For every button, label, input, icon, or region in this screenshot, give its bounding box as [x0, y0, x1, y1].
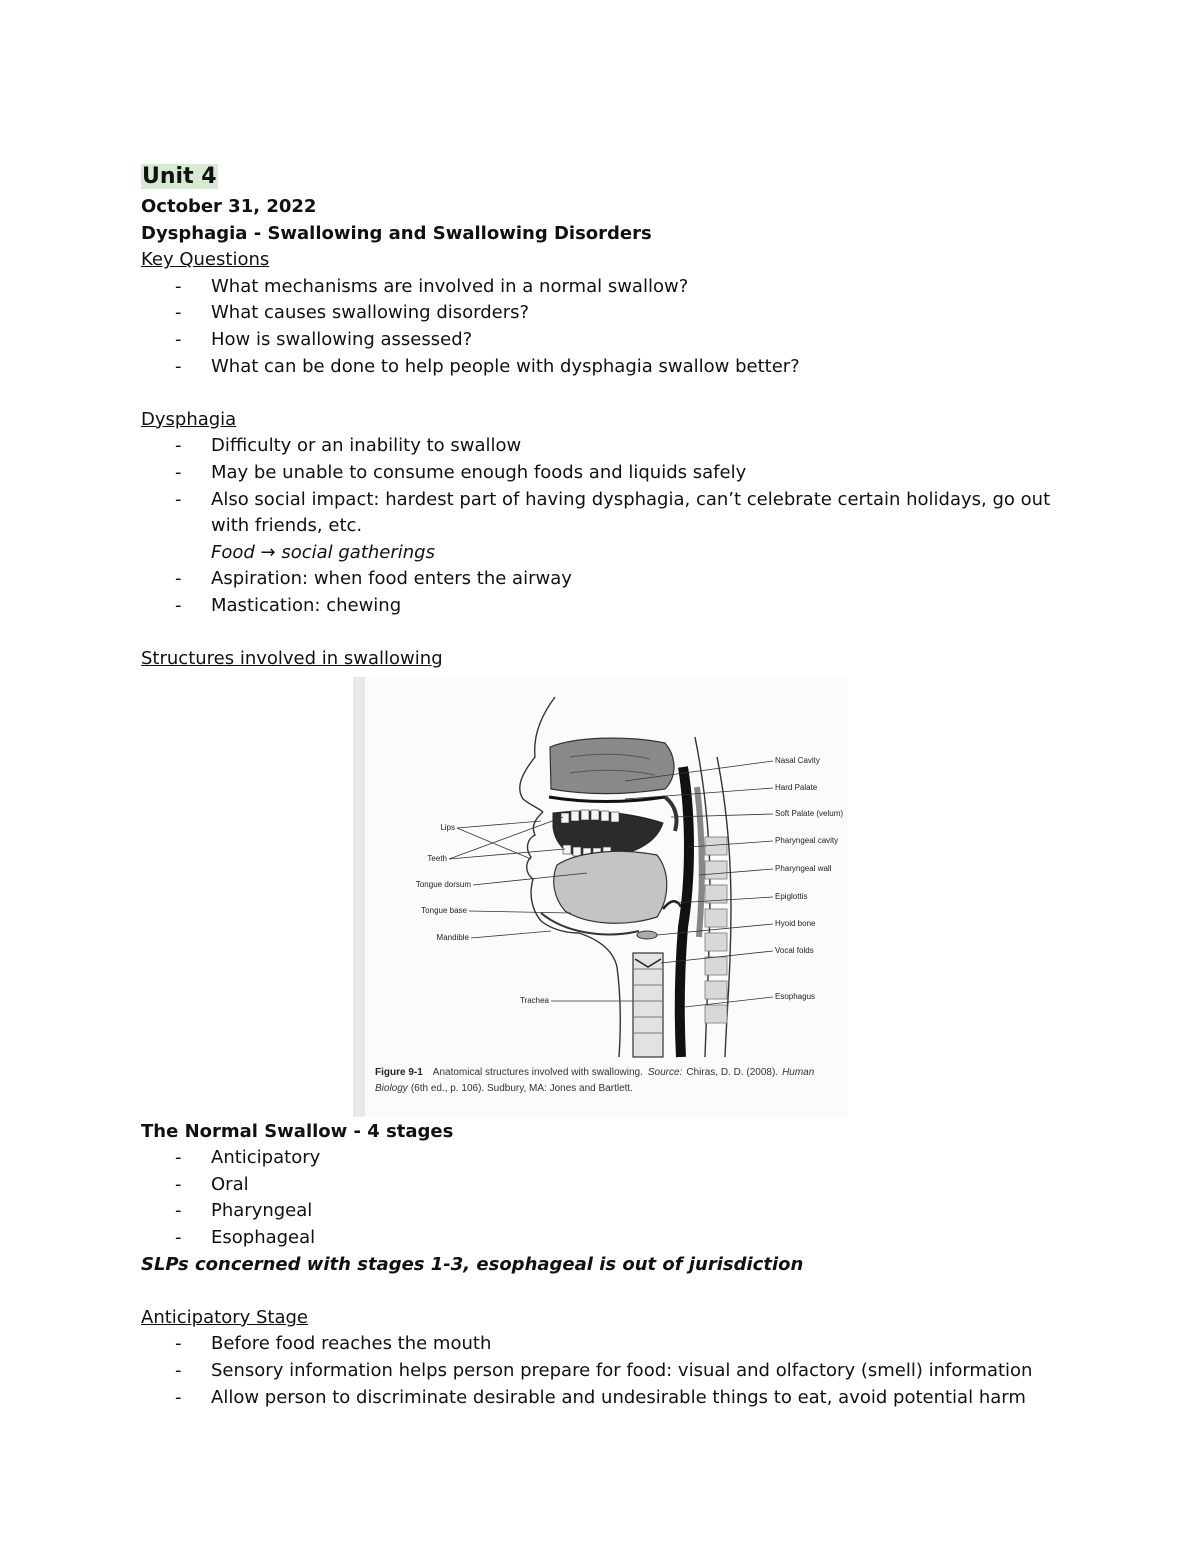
- spacer: [141, 1278, 1081, 1305]
- list-item: - Mastication: chewing: [175, 594, 402, 616]
- label-lips: Lips: [440, 822, 455, 832]
- label-trachea: Trachea: [519, 995, 549, 1005]
- slp-note: SLPs concerned with stages 1-3, esophageal is out of jurisdiction: [141, 1253, 804, 1275]
- anticipatory-heading: Anticipatory Stage: [141, 1306, 308, 1328]
- list-item: - Oral: [175, 1173, 249, 1195]
- label-hard-palate: Hard Palate: [775, 782, 818, 792]
- normal-swallow-list: [141, 1145, 1081, 1251]
- label-hyoid-bone: Hyoid bone: [775, 918, 816, 928]
- list-item: - Allow person to discriminate desirable and undesirable things to eat, avoid potential harm: [175, 1386, 1026, 1408]
- list-item: - Pharyngeal: [175, 1200, 313, 1222]
- list-item: - What mechanisms are involved in a normal swallow?: [175, 275, 689, 297]
- figure-caption-line-1: Figure 9-1 Anatomical structures involved with swallowing. Source: Chiras, D. D. (2008). Human: [375, 1066, 815, 1078]
- list-item: - Sensory information helps person prepare for food: visual and olfactory (smell) information: [175, 1360, 1033, 1382]
- dysphagia-list: [141, 433, 1081, 619]
- document-page: [141, 160, 1081, 1411]
- label-nasal-cavity: Nasal Cavity: [775, 755, 820, 765]
- list-item: - Also social impact: hardest part of having dysphagia, can’t celebrate certain holidays, go out with friends, etc. Food → social gatherings: [141, 487, 1081, 567]
- label-epiglottis: Epiglottis: [775, 891, 808, 901]
- unit-title: Unit 4: [142, 164, 217, 189]
- food-social-note: Food → social gatherings: [211, 541, 435, 563]
- figure-caption-line-2: Biology (6th ed., p. 106). Sudbury, MA: Jones and Bartlett.: [375, 1082, 633, 1094]
- list-item: - May be unable to consume enough foods and liquids safely: [175, 461, 747, 483]
- key-questions-list: [141, 274, 1081, 380]
- normal-swallow-heading: The Normal Swallow - 4 stages: [141, 1120, 454, 1142]
- list-item: - What can be done to help people with dysphagia swallow better?: [175, 355, 800, 377]
- spacer: [141, 620, 1081, 647]
- list-item: - Esophageal: [175, 1227, 316, 1249]
- label-soft-palate: Soft Palate (velum): [775, 808, 844, 818]
- label-teeth: Teeth: [427, 853, 447, 863]
- label-vocal-folds: Vocal folds: [775, 945, 814, 955]
- key-questions-heading: Key Questions: [141, 249, 270, 271]
- anatomy-figure: [353, 677, 847, 1117]
- label-esophagus: Esophagus: [775, 991, 816, 1001]
- list-item: - What causes swallowing disorders?: [175, 302, 530, 324]
- list-item: - How is swallowing assessed?: [175, 328, 473, 350]
- list-item: - Difficulty or an inability to swallow: [175, 435, 522, 457]
- label-tongue-dorsum: Tongue dorsum: [415, 879, 471, 889]
- label-pharyngeal-cavity: Pharyngeal cavity: [775, 835, 839, 845]
- list-item: - Anticipatory: [175, 1147, 321, 1169]
- list-item: - Aspiration: when food enters the airway: [175, 568, 572, 590]
- label-pharyngeal-wall: Pharyngeal wall: [775, 863, 832, 873]
- topic-title: Dysphagia - Swallowing and Swallowing Disorders: [141, 222, 652, 244]
- label-tongue-base: Tongue base: [421, 905, 467, 915]
- structures-heading: Structures involved in swallowing: [141, 648, 443, 670]
- anticipatory-list: [141, 1331, 1081, 1411]
- label-mandible: Mandible: [436, 932, 469, 942]
- list-item: - Before food reaches the mouth: [175, 1333, 492, 1355]
- date-line: October 31, 2022: [141, 196, 317, 217]
- spacer: [141, 380, 1081, 407]
- dysphagia-heading: Dysphagia: [141, 408, 237, 430]
- anatomy-diagram: [365, 677, 847, 1117]
